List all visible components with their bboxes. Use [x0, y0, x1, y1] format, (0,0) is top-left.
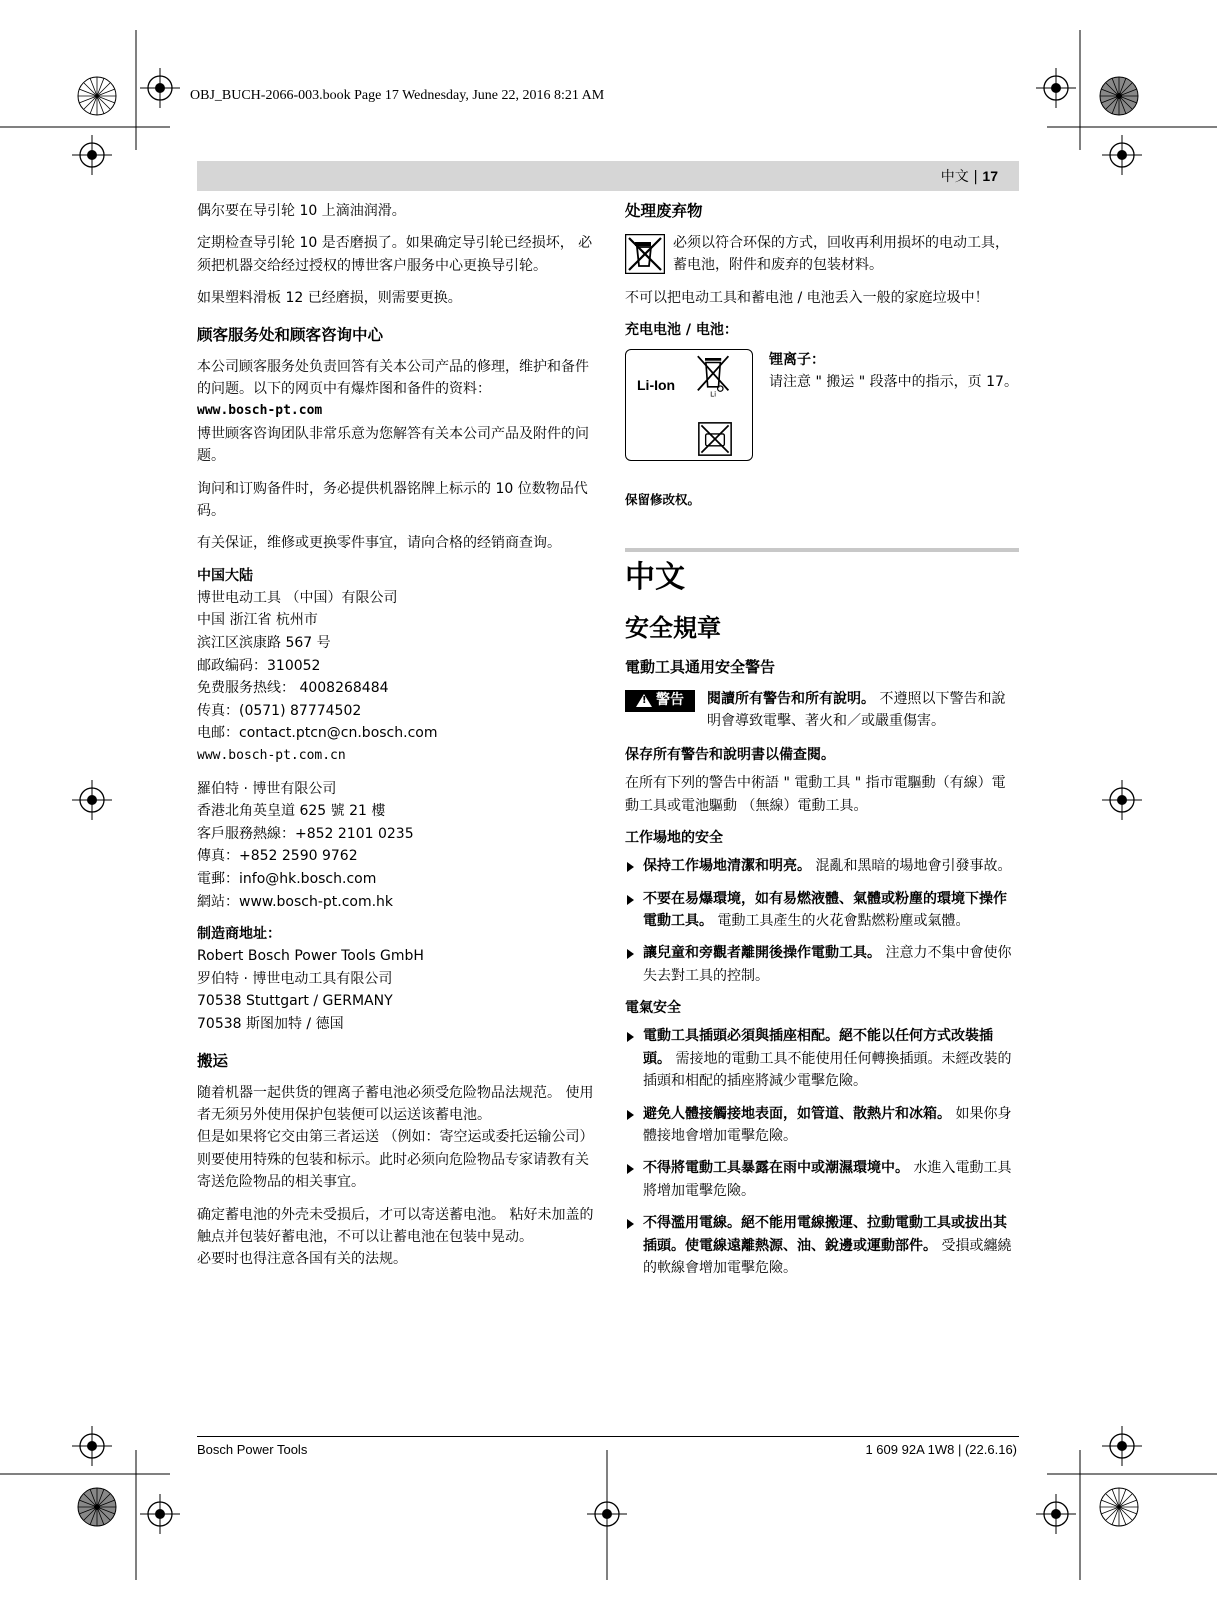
- work-area-heading: 工作場地的安全: [625, 830, 723, 847]
- address-line: 客戶服務熱線：+852 2101 0235: [197, 825, 414, 842]
- address-line: 中国 浙江省 杭州市: [197, 612, 318, 629]
- address-line: 70538 Stuttgart / GERMANY: [197, 993, 393, 1010]
- list-item: [625, 942, 1019, 987]
- crossed-bin-li-icon: [696, 354, 732, 398]
- warning-label: 警告: [656, 692, 684, 709]
- running-header: 中文 | 17: [940, 168, 998, 185]
- safety-title: 安全規章: [625, 613, 721, 642]
- keep-instructions: 保存所有警告和說明書以備查閱。: [625, 747, 835, 764]
- address-line: 滨江区滨康路 567 号: [197, 635, 331, 652]
- warning-block: [625, 688, 1019, 733]
- electrical-list: [625, 1025, 1019, 1279]
- service-advice: 博世顾客咨询团队非常乐意为您解答有关本公司产品及附件的问题。: [197, 425, 589, 465]
- address-website: 網站：www.bosch-pt.com.hk: [197, 893, 394, 910]
- transport-p2: 但是如果将它交由第三者运送 （例如：寄空运或委托运输公司）则要使用特殊的包装和标示。此时必须向危险物品专家请教有关寄送危险物品的相关事宜。: [197, 1129, 594, 1191]
- general-warning-heading: 電動工具通用安全警告: [625, 657, 776, 676]
- service-heading: 顾客服务处和顾客咨询中心: [197, 325, 384, 344]
- liion-label: Li-Ion: [637, 377, 676, 394]
- maker-heading: 制造商地址：: [197, 926, 281, 943]
- rights-reserved: 保留修改权。: [625, 492, 701, 508]
- page-number: 17: [982, 168, 998, 184]
- service-url: www.bosch-pt.com: [197, 403, 323, 419]
- footer-rule: [197, 1436, 1019, 1437]
- disposal-text: 必须以符合环保的方式，回收再利用损坏的电动工具，蓄电池，附件和废弃的包装材料。: [673, 235, 1009, 274]
- address-line: Robert Bosch Power Tools GmbH: [197, 948, 424, 965]
- right-column: [625, 200, 1019, 1289]
- transport-p1: 随着机器一起供货的锂离子蓄电池必须受危险物品法规范。 使用者无须另外使用保护包装便可以运送该蓄电池。: [197, 1084, 594, 1123]
- maintenance-check: 定期检查导引轮 10 是否磨损了。如果确定导引轮已经损坏， 必须把机器交给经过授权的博世客户服务中心更换导引轮。: [197, 235, 593, 274]
- item-text: 如果你身體接地會增加電擊危險。: [643, 1105, 1012, 1144]
- electrical-heading: 電氣安全: [625, 1000, 681, 1017]
- liion-row: [625, 349, 1019, 461]
- item-bold: 不得濫用電線。絕不能用電線搬運、拉動電動工具或拔出其插頭。使電線遠離熱源、油、銳邊或運動部件。: [643, 1215, 1007, 1254]
- item-bold: 電動工具插頭必須與插座相配。絕不能以任何方式改裝插頭。: [643, 1028, 993, 1067]
- warning-triangle-icon: [636, 694, 652, 707]
- section-rule: [625, 548, 1019, 552]
- li-mark: Li: [710, 389, 717, 399]
- item-text: 受損或纏繞的軟線會增加電擊危險。: [643, 1237, 1012, 1276]
- warning-rest: 不遵照以下警告和說明會導致電擊、著火和／或嚴重傷害。: [707, 690, 1006, 730]
- liion-text: 请注意 " 搬运 " 段落中的指示，页 17。: [769, 374, 1018, 391]
- list-item: [625, 855, 1019, 877]
- liion-title: 锂离子：: [769, 352, 825, 369]
- warning-badge: [625, 690, 695, 712]
- service-order: 询问和订购备件时，务必提供机器铭牌上标示的 10 位数物品代码。: [197, 480, 588, 520]
- address-email: 电邮：contact.ptcn@cn.bosch.com: [197, 725, 438, 742]
- disposal-heading: 处理废弃物: [625, 202, 703, 220]
- maker-address: [197, 945, 597, 1035]
- list-item: [625, 1157, 1019, 1202]
- mainland-heading: 中国大陆: [197, 567, 253, 584]
- address-line: 香港北角英皇道 625 號 21 樓: [197, 803, 386, 820]
- address-line: 傳真：+852 2590 9762: [197, 848, 358, 865]
- item-bold: 避免人體接觸接地表面，如管道、散熱片和冰箱。: [643, 1105, 951, 1122]
- disposal-row: [625, 232, 1019, 277]
- address-line: 罗伯特 · 博世电动工具有限公司: [197, 970, 393, 987]
- header-band: [197, 161, 1019, 191]
- item-bold: 不要在易爆環境，如有易燃液體、氣體或粉塵的環境下操作電動工具。: [643, 890, 1007, 930]
- transport-p3: 确定蓄电池的外壳未受损后，才可以寄送蓄电池。 粘好未加盖的触点并包装好蓄电池，不可以让蓄电池在包装中晃动。: [197, 1206, 594, 1245]
- service-intro: 本公司顾客服务处负责回答有关本公司产品的修理，维护和备件的问题。以下的网页中有爆炸图和备件的资料：: [197, 358, 589, 398]
- item-bold: 讓兒童和旁觀者離開後操作電動工具。: [643, 945, 881, 962]
- mainland-address: [197, 587, 597, 768]
- address-line: 传真：(0571) 87774502: [197, 702, 362, 719]
- warning-text: [707, 688, 1019, 733]
- item-text: 混亂和黑暗的場地會引發事故。: [811, 858, 1012, 875]
- list-item: [625, 888, 1019, 933]
- item-text: 電動工具產生的火花會點燃粉塵或氣體。: [713, 913, 970, 930]
- hongkong-address: [197, 778, 597, 914]
- item-text: 水進入電動工具將增加電擊危險。: [643, 1160, 1012, 1199]
- address-line: 博世电动工具 （中国）有限公司: [197, 589, 398, 606]
- list-item: [625, 1025, 1019, 1092]
- address-line: 免费服务热线： 4008268484: [197, 680, 389, 697]
- list-item: [625, 1103, 1019, 1148]
- address-line: 邮政编码：310052: [197, 657, 321, 674]
- list-item: [625, 1212, 1019, 1279]
- service-warranty: 有关保证，维修或更换零件事宜，请向合格的经销商查询。: [197, 535, 561, 552]
- item-bold: 不得將電動工具暴露在雨中或潮濕環境中。: [643, 1160, 909, 1177]
- liion-note: [769, 349, 1018, 461]
- address-email: 電郵：info@hk.bosch.com: [197, 871, 377, 887]
- item-bold: 保持工作場地清潔和明亮。: [643, 858, 811, 875]
- left-column: [197, 200, 597, 1281]
- address-line: 70538 斯图加特 / 德国: [197, 1015, 344, 1032]
- disposal-household: 不可以把电动工具和蓄电池 / 电池丢入一般的家庭垃圾中！: [625, 289, 989, 306]
- item-text: 注意力不集中會使你失去對工具的控制。: [643, 945, 1012, 984]
- item-text: 需接地的電動工具不能使用任何轉換插頭。未經改裝的插頭和相配的插座將減少電擊危險。: [643, 1050, 1012, 1090]
- crossed-battery-icon: [698, 422, 732, 456]
- maintenance-oil: 偶尔要在导引轮 10 上滴油润滑。: [197, 203, 406, 219]
- term-definition: 在所有下列的警告中術語 " 電動工具 " 指市電驅動（有線）電動工具或電池驅動 （無線）電動工具。: [625, 775, 1006, 814]
- footer-code: 1 609 92A 1W8 | (22.6.16): [865, 1442, 1017, 1457]
- crossed-bin-icon: [625, 234, 665, 274]
- address-line: 羅伯特 · 博世有限公司: [197, 780, 337, 797]
- header-section: 中文: [940, 169, 969, 185]
- transport-p4: 必要时也得注意各国有关的法规。: [197, 1251, 407, 1268]
- file-slug: OBJ_BUCH-2066-003.book Page 17 Wednesday, June 22, 2016 8:21 AM: [190, 88, 605, 103]
- address-website: www.bosch-pt.com.cn: [197, 748, 346, 764]
- work-area-list: [625, 855, 1019, 987]
- maintenance-slide: 如果塑料滑板 12 已经磨损，则需要更换。: [197, 290, 462, 307]
- warning-bold: 閱讀所有警告和所有說明。: [707, 690, 875, 707]
- footer-brand: Bosch Power Tools: [197, 1442, 308, 1457]
- language-title: 中文: [625, 559, 685, 595]
- transport-heading: 搬运: [197, 1051, 229, 1070]
- liion-symbol: [625, 349, 753, 461]
- battery-heading: 充电电池 / 电池：: [625, 322, 738, 339]
